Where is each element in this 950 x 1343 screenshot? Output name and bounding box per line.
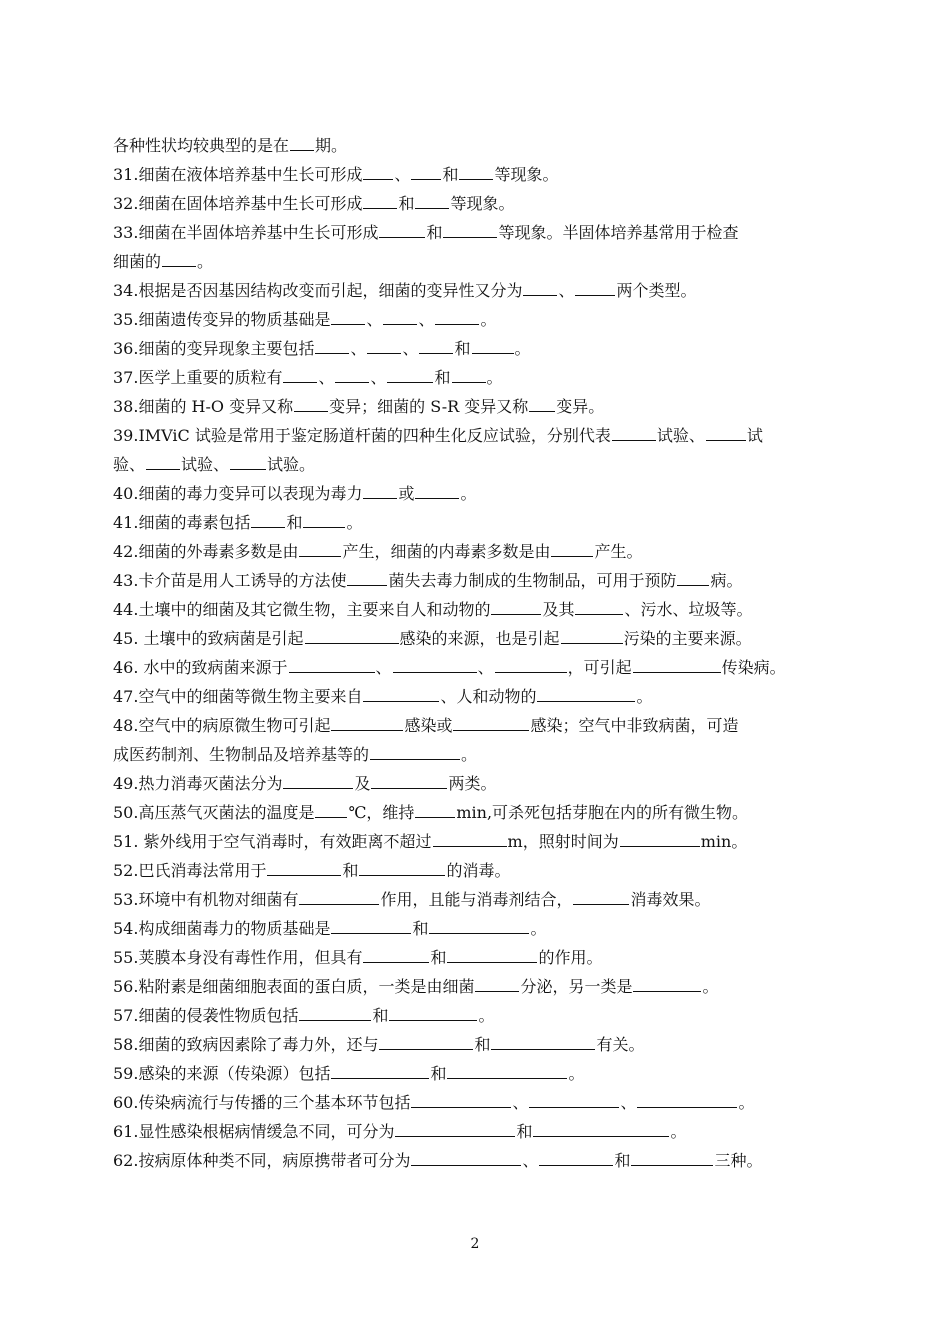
question-text: 32.细菌在固体培养基中生长可形成 [113, 194, 363, 213]
question-text: 57.细菌的侵袭性物质包括 [113, 1006, 299, 1025]
answer-blank[interactable] [419, 338, 453, 354]
answer-blank[interactable] [267, 860, 341, 876]
question-text: m，照射时间为 [507, 832, 619, 851]
question-text: 试验、 [656, 426, 705, 445]
answer-blank[interactable] [162, 251, 196, 267]
question-line [113, 885, 843, 914]
question-text: 两个类型。 [616, 281, 697, 300]
answer-blank[interactable] [379, 222, 425, 238]
question-text: 和 [412, 919, 429, 938]
answer-blank[interactable] [335, 367, 369, 383]
question-text: 53.环境中有机物对细菌有 [113, 890, 299, 909]
answer-blank[interactable] [453, 715, 529, 731]
question-text: 48.空气中的病原微生物可引起 [113, 716, 331, 735]
question-text: 38.细菌的 H-O 变异又称 [113, 397, 294, 416]
question-text: 的作用。 [538, 948, 603, 967]
question-text: 分泌，另一类是 [520, 977, 633, 996]
answer-blank[interactable] [620, 831, 700, 847]
answer-blank[interactable] [371, 773, 447, 789]
answer-blank[interactable] [331, 309, 365, 325]
answer-blank[interactable] [575, 599, 623, 615]
question-text: 和 [398, 194, 415, 213]
answer-blank[interactable] [305, 628, 399, 644]
question-text: 和 [454, 339, 471, 358]
answer-blank[interactable] [443, 222, 497, 238]
question-line [113, 1059, 843, 1088]
question-text: 菌失去毒力制成的生物制品，可用于预防 [388, 571, 677, 590]
question-text: 、 [418, 310, 435, 329]
question-line [113, 1146, 843, 1175]
question-line [113, 595, 843, 624]
question-text: 传染病。 [721, 658, 786, 677]
question-list [113, 131, 843, 1175]
question-line [113, 566, 843, 595]
question-text: 、 [370, 368, 387, 387]
answer-blank[interactable] [415, 193, 449, 209]
answer-blank[interactable] [359, 860, 445, 876]
question-text: 变异；细菌的 S-R 变异又称 [329, 397, 529, 416]
question-text: 。 [478, 1006, 495, 1025]
answer-blank[interactable] [299, 541, 341, 557]
answer-blank[interactable] [415, 483, 459, 499]
answer-blank[interactable] [495, 657, 567, 673]
question-text: 56.粘附素是细菌细胞表面的蛋白质，一类是由细菌 [113, 977, 475, 996]
answer-blank[interactable] [472, 338, 514, 354]
question-text: 试 [746, 426, 763, 445]
question-text: 52.巴氏消毒法常用于 [113, 861, 267, 880]
question-line [113, 624, 843, 653]
question-text: 和 [342, 861, 359, 880]
answer-blank[interactable] [289, 657, 375, 673]
answer-blank[interactable] [435, 309, 479, 325]
question-text: 和 [474, 1035, 491, 1054]
question-line [113, 479, 843, 508]
question-line [113, 798, 843, 827]
answer-blank[interactable] [631, 1150, 713, 1166]
page-number: 2 [470, 1236, 480, 1252]
question-text: 及其 [542, 600, 575, 619]
question-text: ，可引起 [567, 658, 632, 677]
question-line [113, 682, 843, 711]
answer-blank[interactable] [612, 425, 656, 441]
question-text: 。 [461, 745, 478, 764]
answer-blank[interactable] [491, 1034, 595, 1050]
question-text: 44.土壤中的细菌及其它微生物，主要来自人和动物的 [113, 600, 491, 619]
question-text: 。 [738, 1093, 755, 1112]
question-text: 和 [614, 1151, 631, 1170]
answer-blank[interactable] [363, 686, 439, 702]
question-text: 59.感染的来源（传染源）包括 [113, 1064, 331, 1083]
question-text: 50.高压蒸气灭菌法的温度是 [113, 803, 315, 822]
answer-blank[interactable] [551, 541, 593, 557]
question-text: 。 [670, 1122, 687, 1141]
answer-blank[interactable] [491, 599, 541, 615]
question-text: 31.细菌在液体培养基中生长可形成 [113, 165, 363, 184]
question-text: 产生。 [594, 542, 643, 561]
answer-blank[interactable] [363, 483, 397, 499]
answer-blank[interactable] [251, 512, 285, 528]
answer-blank[interactable] [415, 802, 455, 818]
question-text: 等现象。半固体培养基常用于检查 [498, 223, 739, 242]
question-text: 和 [442, 165, 459, 184]
question-line [113, 972, 843, 1001]
question-line [113, 247, 843, 276]
answer-blank[interactable] [447, 1063, 567, 1079]
answer-blank[interactable] [475, 976, 519, 992]
question-text: 、 [402, 339, 419, 358]
question-line [113, 450, 843, 479]
answer-blank[interactable] [523, 280, 557, 296]
question-text: 、 [558, 281, 575, 300]
question-line [113, 1088, 843, 1117]
question-line [113, 1001, 843, 1030]
question-text: 的消毒。 [446, 861, 511, 880]
answer-blank[interactable] [537, 686, 635, 702]
question-text: 和 [516, 1122, 533, 1141]
answer-blank[interactable] [452, 367, 486, 383]
answer-blank[interactable] [393, 657, 477, 673]
answer-blank[interactable] [433, 831, 507, 847]
question-text: 54.构成细菌毒力的物质基础是 [113, 919, 331, 938]
answer-blank[interactable] [363, 164, 393, 180]
question-text: 和 [372, 1006, 389, 1025]
answer-blank[interactable] [331, 918, 411, 934]
question-line [113, 943, 843, 972]
question-text: 。 [486, 368, 503, 387]
answer-blank[interactable] [146, 454, 180, 470]
question-line [113, 827, 843, 856]
question-text: 35.细菌遗传变异的物质基础是 [113, 310, 331, 329]
question-text: 、 [394, 165, 411, 184]
answer-blank[interactable] [383, 309, 417, 325]
question-line [113, 334, 843, 363]
answer-blank[interactable] [387, 367, 433, 383]
question-text: 和 [430, 948, 447, 967]
question-text: 45. 土壤中的致病菌是引起 [113, 629, 304, 648]
answer-blank[interactable] [363, 947, 429, 963]
answer-blank[interactable] [706, 425, 746, 441]
question-text: 33.细菌在半固体培养基中生长可形成 [113, 223, 379, 242]
question-line [113, 1117, 843, 1146]
answer-blank[interactable] [411, 1150, 521, 1166]
answer-blank[interactable] [363, 193, 397, 209]
question-line [113, 914, 843, 943]
answer-blank[interactable] [283, 773, 353, 789]
answer-blank[interactable] [411, 1092, 511, 1108]
question-text: 病。 [710, 571, 743, 590]
answer-blank[interactable] [294, 396, 328, 412]
question-text: 和 [430, 1064, 447, 1083]
question-text: 49.热力消毒灭菌法分为 [113, 774, 283, 793]
answer-blank[interactable] [303, 512, 345, 528]
answer-blank[interactable] [573, 889, 629, 905]
question-text: 、污水、垃圾等。 [624, 600, 753, 619]
question-text: 42.细菌的外毒素多数是由 [113, 542, 299, 561]
question-line [113, 421, 843, 450]
answer-blank[interactable] [575, 280, 615, 296]
answer-blank[interactable] [677, 570, 709, 586]
answer-blank[interactable] [389, 1005, 477, 1021]
question-text: 41.细菌的毒素包括 [113, 513, 251, 532]
question-text: 等现象。 [494, 165, 559, 184]
question-text: 等现象。 [450, 194, 515, 213]
question-text: 和 [286, 513, 303, 532]
question-text: 三种。 [714, 1151, 763, 1170]
question-line [113, 392, 843, 421]
question-line [113, 160, 843, 189]
answer-blank[interactable] [315, 802, 347, 818]
answer-blank[interactable] [533, 1121, 669, 1137]
question-text: 60.传染病流行与传播的三个基本环节包括 [113, 1093, 411, 1112]
question-text: min,可杀死包括芽胞在内的所有微生物。 [456, 803, 749, 822]
question-text: 。 [460, 484, 477, 503]
answer-blank[interactable] [347, 570, 387, 586]
question-text: 40.细菌的毒力变异可以表现为毒力 [113, 484, 363, 503]
question-text: 62.按病原体种类不同，病原携带者可分为 [113, 1151, 411, 1170]
question-text: 。 [636, 687, 653, 706]
answer-blank[interactable] [331, 1063, 429, 1079]
question-line [113, 856, 843, 885]
question-text: 47.空气中的细菌等微生物主要来自 [113, 687, 363, 706]
question-line [113, 653, 843, 682]
question-text: ℃，维持 [348, 803, 415, 822]
question-text: 。 [197, 252, 214, 271]
question-text: 、 [350, 339, 367, 358]
question-text: 成医药制剂、生物制品及培养基等的 [113, 745, 370, 764]
question-text: 。 [480, 310, 497, 329]
question-text: 46. 水中的致病菌来源于 [113, 658, 288, 677]
question-text: 36.细菌的变异现象主要包括 [113, 339, 315, 358]
question-text: 43.卡介苗是用人工诱导的方法使 [113, 571, 347, 590]
answer-blank[interactable] [459, 164, 493, 180]
question-text: 试验、 [181, 455, 230, 474]
question-text: 58.细菌的致病因素除了毒力外，还与 [113, 1035, 379, 1054]
question-text: 期。 [315, 136, 348, 155]
answer-blank[interactable] [370, 744, 460, 760]
answer-blank[interactable] [230, 454, 266, 470]
answer-blank[interactable] [315, 338, 349, 354]
answer-blank[interactable] [299, 889, 379, 905]
question-line [113, 711, 843, 740]
question-text: 感染的来源，也是引起 [399, 629, 560, 648]
question-text: 感染；空气中非致病菌，可造 [530, 716, 739, 735]
answer-blank[interactable] [529, 396, 555, 412]
question-text: 两类。 [448, 774, 497, 793]
question-text: 、 [522, 1151, 539, 1170]
question-text: 产生，细菌的内毒素多数是由 [342, 542, 551, 561]
answer-blank[interactable] [633, 976, 701, 992]
question-line [113, 218, 843, 247]
question-text: 。 [702, 977, 719, 996]
question-text: 。 [568, 1064, 585, 1083]
question-text: 、 [512, 1093, 529, 1112]
question-text: 试验。 [267, 455, 316, 474]
question-text: 61.显性感染根椐病情缓急不同，可分为 [113, 1122, 395, 1141]
answer-blank[interactable] [561, 628, 623, 644]
question-text: 感染或 [404, 716, 453, 735]
question-text: 39.IMViC 试验是常用于鉴定肠道杆菌的四种生化反应试验，分别代表 [113, 426, 611, 445]
question-text: 及 [354, 774, 371, 793]
question-text: 。 [514, 339, 531, 358]
question-text: 、 [375, 658, 392, 677]
question-line [113, 1030, 843, 1059]
answer-blank[interactable] [633, 657, 721, 673]
answer-blank[interactable] [379, 1034, 473, 1050]
question-text: 。 [346, 513, 363, 532]
question-text: 各种性状均较典型的是在 [113, 136, 290, 155]
question-line [113, 740, 843, 769]
question-text: 污染的主要来源。 [623, 629, 752, 648]
question-line [113, 363, 843, 392]
question-line [113, 769, 843, 798]
answer-blank[interactable] [411, 164, 441, 180]
answer-blank[interactable] [367, 338, 401, 354]
question-line [113, 276, 843, 305]
question-text: 验、 [113, 455, 146, 474]
question-text: 、 [477, 658, 494, 677]
question-text: 和 [426, 223, 443, 242]
answer-blank[interactable] [539, 1150, 613, 1166]
question-text: 55.荚膜本身没有毒性作用，但具有 [113, 948, 363, 967]
question-text: 有关。 [596, 1035, 645, 1054]
question-line [113, 305, 843, 334]
question-text: 作用，且能与消毒剂结合， [380, 890, 573, 909]
answer-blank[interactable] [299, 1005, 371, 1021]
question-line [113, 537, 843, 566]
question-text: 细菌的 [113, 252, 162, 271]
answer-blank[interactable] [529, 1092, 619, 1108]
question-line [113, 131, 843, 160]
question-text: 、人和动物的 [440, 687, 537, 706]
answer-blank[interactable] [395, 1121, 515, 1137]
question-text: 、 [620, 1093, 637, 1112]
question-text: 、 [318, 368, 335, 387]
question-text: 、 [366, 310, 383, 329]
answer-blank[interactable] [429, 918, 529, 934]
question-text: 34.根据是否因基因结构改变而引起，细菌的变异性又分为 [113, 281, 523, 300]
answer-blank[interactable] [447, 947, 537, 963]
question-text: 消毒效果。 [630, 890, 711, 909]
question-text: 37.医学上重要的质粒有 [113, 368, 283, 387]
answer-blank[interactable] [283, 367, 317, 383]
question-text: 和 [434, 368, 451, 387]
question-text: 变异。 [556, 397, 605, 416]
question-line [113, 189, 843, 218]
question-text: 或 [398, 484, 415, 503]
question-text: 。 [530, 919, 547, 938]
answer-blank[interactable] [290, 135, 314, 151]
answer-blank[interactable] [331, 715, 403, 731]
question-text: min。 [700, 832, 748, 851]
answer-blank[interactable] [637, 1092, 737, 1108]
question-line [113, 508, 843, 537]
question-text: 51. 紫外线用于空气消毒时，有效距离不超过 [113, 832, 432, 851]
